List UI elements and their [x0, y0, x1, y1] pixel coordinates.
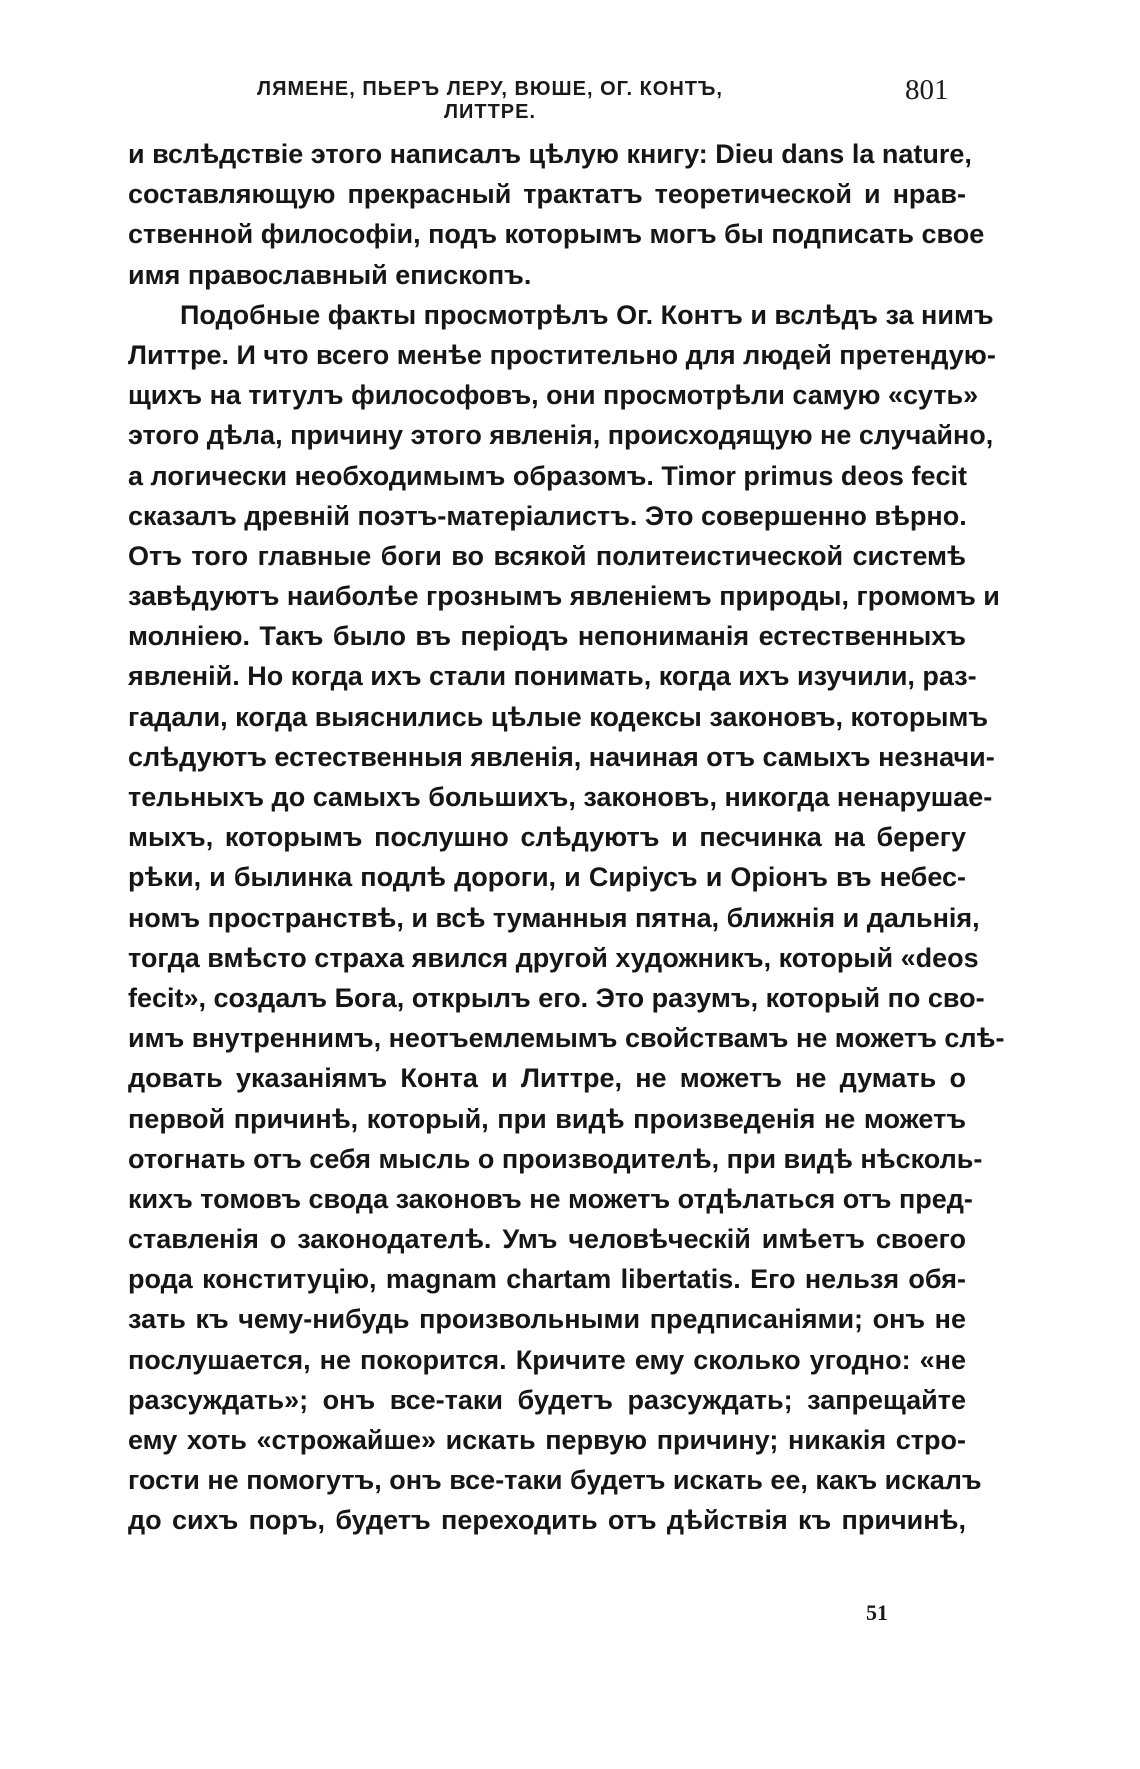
text-line: имя православный епископъ. — [128, 259, 532, 290]
text-line: мыхъ, которымъ послушно слѣдуютъ и песчинка на берегу — [128, 822, 966, 853]
text-line: слѣдуютъ естественныя явленія, начиная отъ самыхъ незначи- — [128, 741, 995, 772]
text-line: ставленія о законодателѣ. Умъ человѣческій имѣетъ своего — [128, 1224, 966, 1255]
text-line: разсуждать»; онъ все-таки будетъ разсуждать; запрещайте — [128, 1384, 966, 1415]
text-line: до сихъ поръ, будетъ переходить отъ дѣйствія къ причинѣ, — [128, 1505, 966, 1536]
page-number: 801 — [905, 74, 949, 106]
text-line: и вслѣдствіе этого написалъ цѣлую книгу: Dieu dans la nature, — [128, 139, 972, 169]
text-line: отогнать отъ себя мысль о производителѣ, при видѣ нѣсколь- — [128, 1143, 983, 1174]
text-line: ему хоть «строжайше» искать первую причину; никакія стро- — [128, 1425, 966, 1455]
text-line: ственной философіи, подъ которымъ могъ бы подписать свое — [128, 219, 985, 250]
text-line: тельныхъ до самыхъ большихъ, законовъ, никогда ненарушае- — [128, 782, 993, 812]
running-head: ЛЯМЕНЕ, ПЬЕРЪ ЛЕРУ, ВЮШЕ, ОГ. КОНТЪ, ЛИТТРЕ. — [257, 78, 723, 123]
text-line: fecit», создалъ Бога, открылъ его. Это разумъ, который по сво- — [128, 982, 985, 1013]
signature-mark: 51 — [866, 1600, 888, 1625]
text-line: Подобные факты просмотрѣлъ Ог. Контъ и вслѣдъ за нимъ — [180, 299, 994, 330]
text-line: составляющую прекрасный трактатъ теоретической и нрав- — [128, 179, 966, 210]
text-line: щихъ на титулъ философовъ, они просмотрѣли самую «суть» — [128, 380, 979, 411]
text-line: этого дѣла, причину этого явленія, происходящую не случайно, — [128, 420, 994, 451]
text-line: кихъ томовъ свода законовъ не можетъ отдѣлаться отъ пред- — [128, 1183, 973, 1214]
text-line: явленій. Но когда ихъ стали понимать, когда ихъ изучили, раз- — [128, 661, 977, 692]
text-line: имъ внутреннимъ, неотъемлемымъ свойствамъ не можетъ слѣ- — [128, 1023, 1005, 1054]
text-line: первой причинѣ, который, при видѣ произведенія не можетъ — [128, 1103, 966, 1134]
text-line: молніею. Такъ было въ періодъ непониманія естественныхъ — [128, 621, 966, 652]
text-line: номъ пространствѣ, и всѣ туманныя пятна, ближнія и дальнія, — [128, 902, 980, 933]
text-line: гадали, когда выяснились цѣлые кодексы законовъ, которымъ — [128, 701, 989, 732]
text-line: рода конституцію, magnam chartam libertatis. Его нельзя обя- — [128, 1264, 966, 1295]
text-line: Отъ того главные боги во всякой политеистической системѣ — [128, 540, 966, 571]
text-line: довать указаніямъ Конта и Литтре, не можетъ не думать о — [128, 1063, 966, 1094]
text-line: тогда вмѣсто страха явился другой художникъ, который «deos — [128, 942, 979, 973]
text-line: рѣки, и былинка подлѣ дороги, и Сиріусъ и Оріонъ въ небес- — [128, 862, 966, 893]
text-line: гости не помогутъ, онъ все-таки будетъ искать ее, какъ искалъ — [128, 1465, 982, 1496]
text-line: завѣдуютъ наиболѣе грознымъ явленіемъ природы, громомъ и — [128, 581, 1000, 612]
text-line: сказалъ древній поэтъ-матеріалистъ. Это совершенно вѣрно. — [128, 500, 967, 531]
text-line: а логически необходимымъ образомъ. Timor primus deos fecit — [128, 460, 967, 491]
text-line: послушается, не покорится. Кричите ему сколько угодно: «не — [128, 1344, 966, 1375]
text-line: Литтре. И что всего менѣе простительно для людей претендую- — [128, 339, 996, 370]
body-text — [128, 134, 1005, 1541]
text-line: зать къ чему-нибудь произвольными предписаніями; онъ не — [128, 1304, 966, 1335]
